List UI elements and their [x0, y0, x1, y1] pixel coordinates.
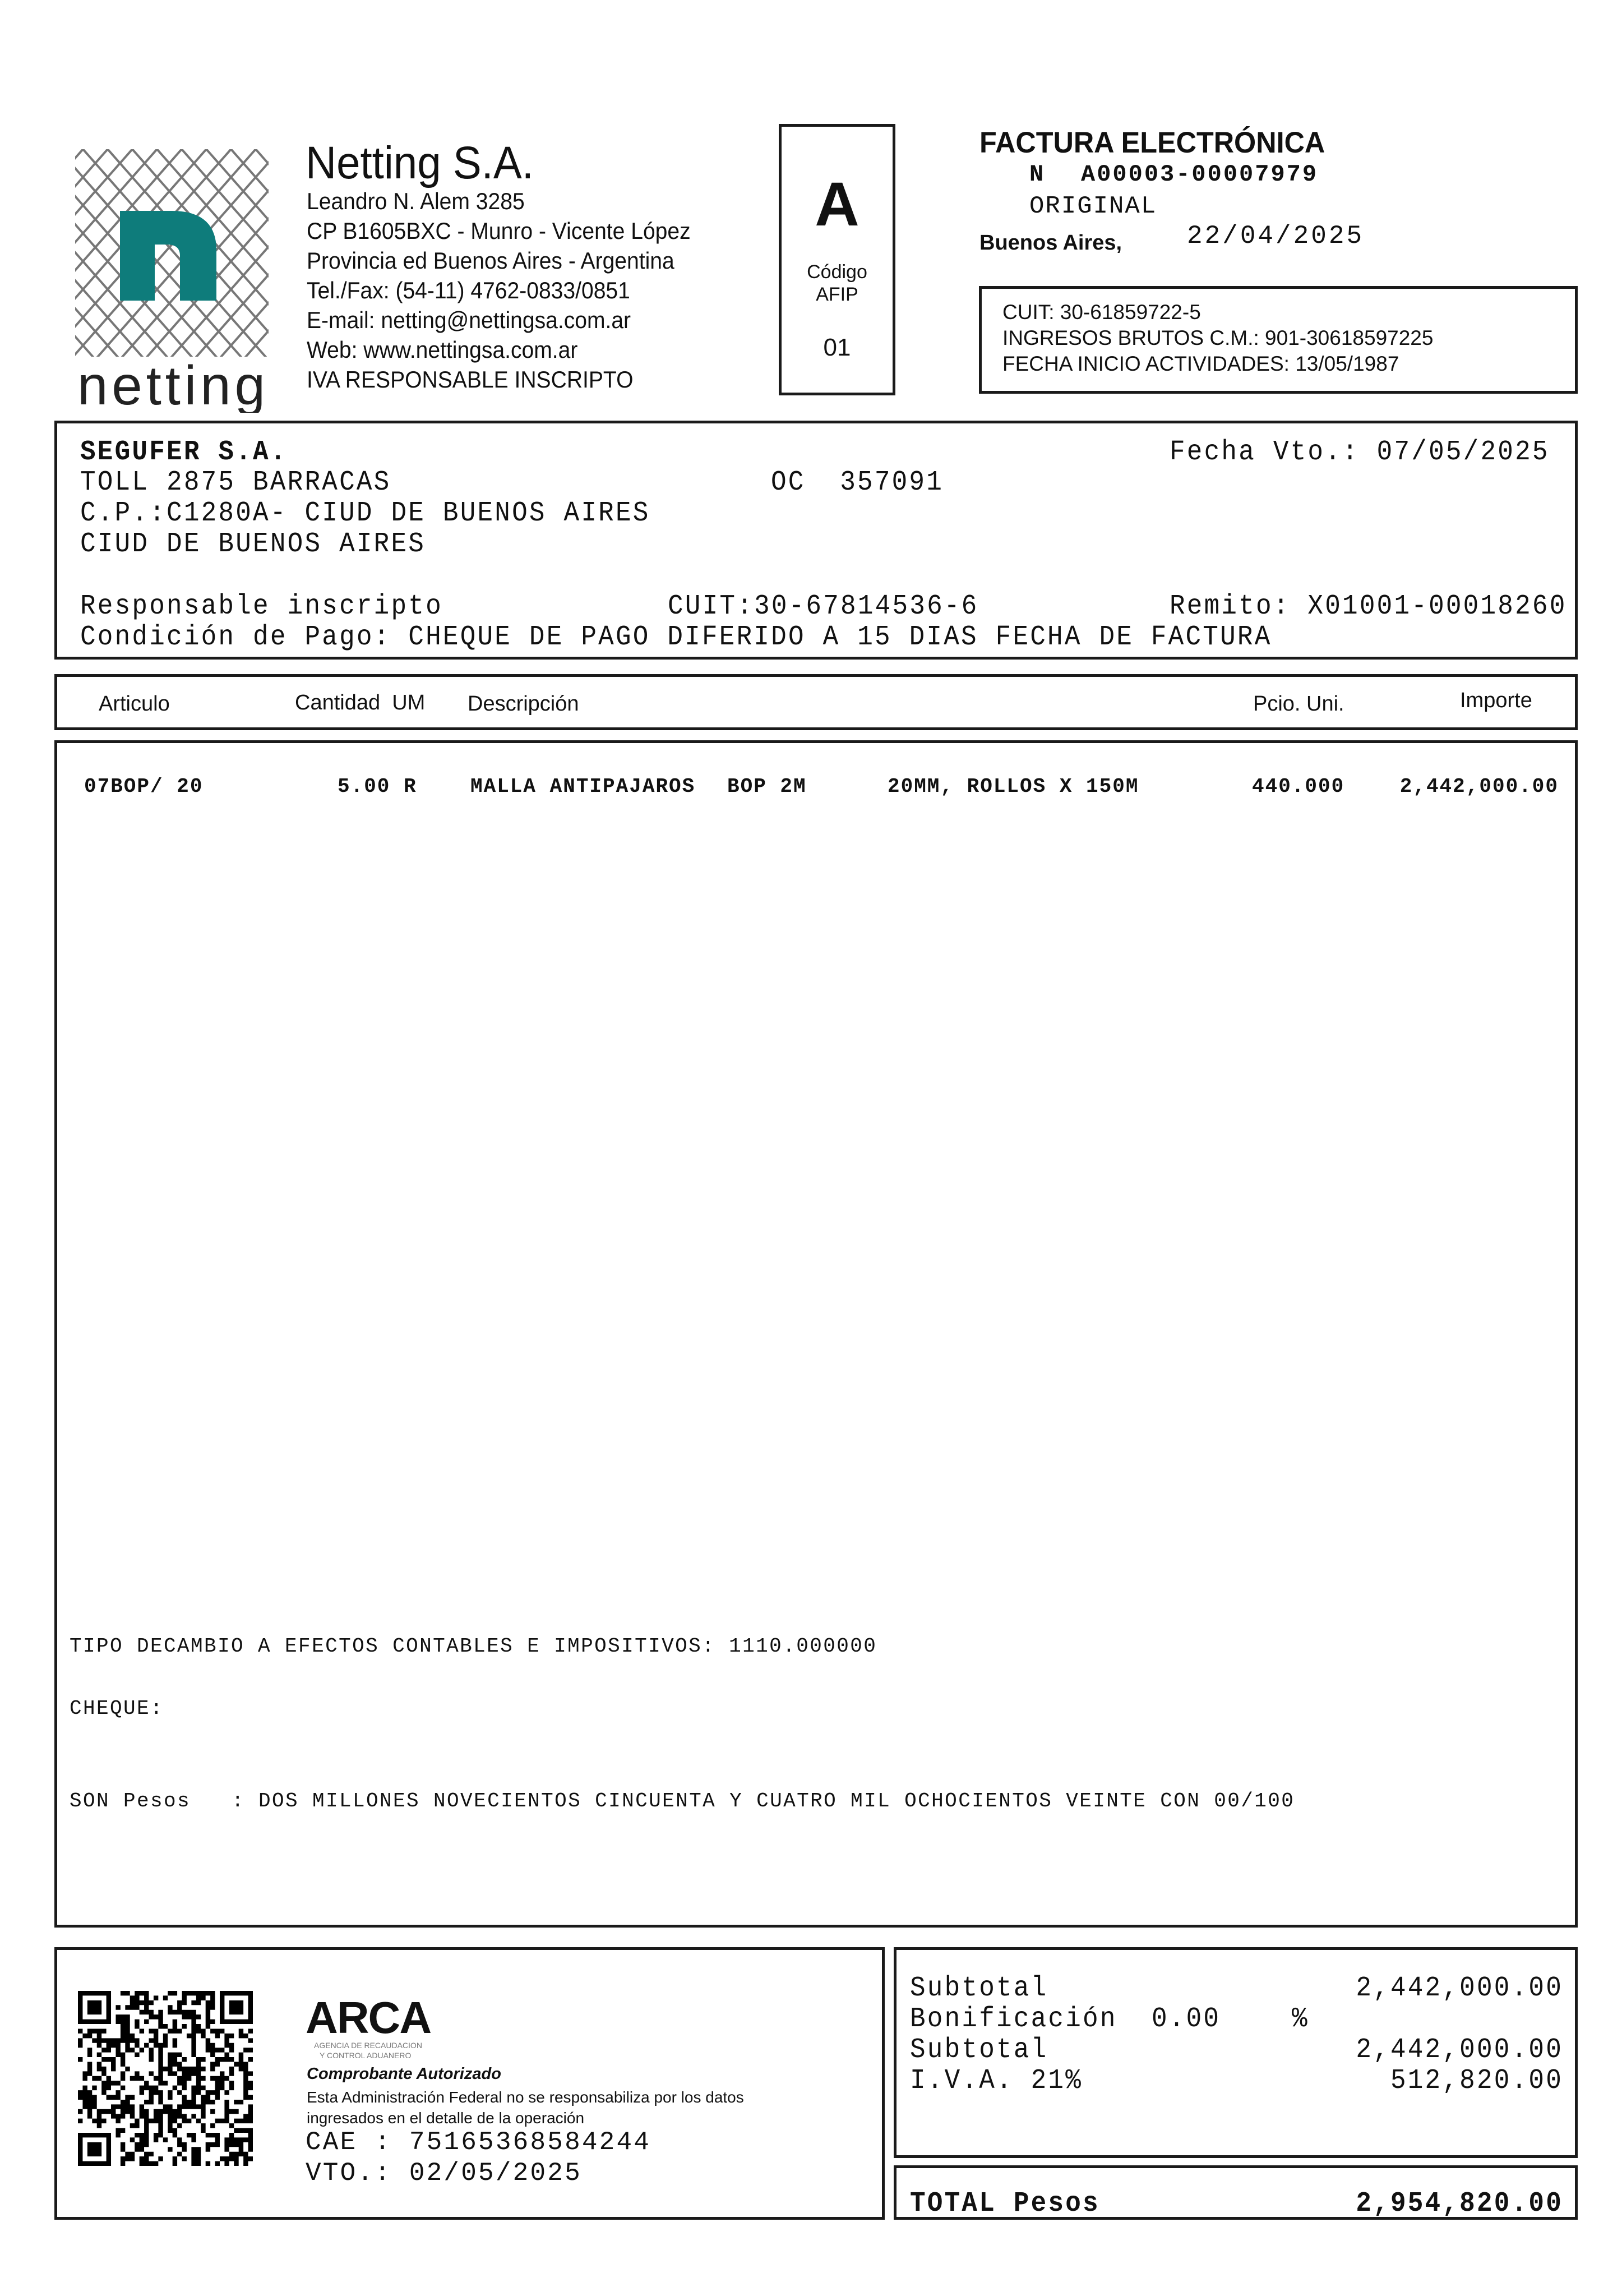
- header-amount: Importe: [1460, 689, 1532, 712]
- invoice-title: FACTURA ELECTRÓNICA: [979, 126, 1325, 159]
- item-amount: 2,442,000.00: [1399, 775, 1559, 798]
- disclaimer-line-1: Esta Administración Federal no se responsabiliza por los datos: [307, 2088, 744, 2106]
- svg-text:netting: netting: [77, 354, 265, 413]
- invoice-number-prefix: N: [1029, 161, 1044, 188]
- item-description-model: BOP 2M: [727, 775, 807, 798]
- invoice-number: A00003-00007979: [1081, 161, 1319, 188]
- qr-modules: [78, 1991, 253, 2166]
- total-value: 2,954,820.00: [1356, 2187, 1563, 2220]
- item-description-detail: 20MM, ROLLOS X 150M: [888, 775, 1139, 798]
- cheque-note: CHEQUE:: [70, 1697, 164, 1720]
- customer-cuit: CUIT:30-67814536-6: [668, 590, 979, 623]
- remito: Remito: X01001-00018260: [1170, 590, 1567, 623]
- issuer-address: Leandro N. Alem 3285: [307, 188, 525, 214]
- qr-code-icon[interactable]: [78, 1991, 253, 2166]
- discount-label: Bonificación: [910, 2003, 1117, 2035]
- header-article: Articulo: [99, 692, 170, 716]
- subtotal2-value: 2,442,000.00: [1356, 2034, 1563, 2066]
- doc-letter: A: [815, 170, 859, 239]
- iva-value: 512,820.00: [1390, 2064, 1563, 2097]
- issuer-phone: Tel./Fax: (54-11) 4762-0833/0851: [307, 277, 630, 303]
- subtotal-label: Subtotal: [910, 1972, 1048, 2004]
- customer-name: SEGUFER S.A.: [80, 436, 288, 468]
- item-article: 07BOP/ 20: [84, 775, 204, 798]
- cae-number: CAE : 75165368584244: [306, 2128, 651, 2157]
- code-label: Código: [807, 261, 867, 283]
- customer-iva: Responsable inscripto: [80, 590, 443, 623]
- disclaimer-line-2: ingresados en el detalle de la operación: [307, 2109, 585, 2127]
- company-name: Netting S.A.: [306, 137, 534, 188]
- header-description: Descripción: [468, 692, 579, 716]
- total-label: TOTAL Pesos: [910, 2187, 1100, 2220]
- issuer-email: E-mail: netting@nettingsa.com.ar: [307, 307, 631, 333]
- items-box: [54, 740, 1578, 1928]
- invoice-date: 22/04/2025: [1187, 222, 1365, 251]
- netting-logo: [66, 140, 268, 413]
- payment-terms: Condición de Pago: CHEQUE DE PAGO DIFERIDO A 15 DIAS FECHA DE FACTURA: [80, 621, 1272, 653]
- customer-city: CIUD DE BUENOS AIRES: [80, 528, 426, 560]
- amount-in-words-label: SON Pesos: [70, 1790, 191, 1813]
- subtotal2-label: Subtotal: [910, 2034, 1048, 2066]
- issuer-start-date: FECHA INICIO ACTIVIDADES: 13/05/1987: [1002, 352, 1399, 375]
- issuer-cuit: CUIT: 30-61859722-5: [1002, 301, 1201, 324]
- table-header: [54, 674, 1578, 730]
- item-unit-price: 440.000: [1252, 775, 1345, 798]
- header-qty-um: Cantidad UM: [295, 691, 426, 714]
- arca-subtitle-2: Y CONTROL ADUANERO: [320, 2051, 412, 2060]
- copy-label: ORIGINAL: [1029, 192, 1157, 220]
- arca-logo: ARCA: [306, 1993, 431, 2043]
- iva-label: I.V.A. 21%: [910, 2064, 1083, 2097]
- issuer-postal: CP B1605BXC - Munro - Vicente López: [307, 218, 691, 244]
- subtotal-value: 2,442,000.00: [1356, 1972, 1563, 2004]
- item-qty: 5.00 R: [338, 775, 417, 798]
- netting-mesh-logo-icon: [71, 149, 272, 413]
- doc-code: 01: [823, 334, 851, 361]
- authorized-label: Comprobante Autorizado: [307, 2065, 501, 2083]
- issuer-province: Provincia ed Buenos Aires - Argentina: [307, 247, 674, 274]
- due-date: Fecha Vto.: 07/05/2025: [1170, 436, 1550, 468]
- header-unit-price: Pcio. Uni.: [1253, 692, 1344, 716]
- issuer-iibb: INGRESOS BRUTOS C.M.: 901-30618597225: [1002, 326, 1434, 349]
- exchange-rate-note: TIPO DECAMBIO A EFECTOS CONTABLES E IMPOSITIVOS: 1110.000000: [70, 1635, 877, 1658]
- invoice-city: Buenos Aires,: [979, 231, 1122, 255]
- discount-percent: %: [1292, 2003, 1309, 2035]
- issuer-iva: IVA RESPONSABLE INSCRIPTO: [307, 366, 634, 393]
- purchase-order: OC 357091: [771, 466, 944, 499]
- amount-in-words: : DOS MILLONES NOVECIENTOS CINCUENTA Y CUATRO MIL OCHOCIENTOS VEINTE CON 00/100: [232, 1790, 1295, 1813]
- issuer-web: Web: www.nettingsa.com.ar: [307, 336, 578, 363]
- code-label-afip: AFIP: [816, 284, 858, 305]
- arca-subtitle-1: AGENCIA DE RECAUDACION: [314, 2041, 422, 2050]
- customer-address: TOLL 2875 BARRACAS: [80, 466, 391, 499]
- customer-postal: C.P.:C1280A- CIUD DE BUENOS AIRES: [80, 497, 650, 529]
- discount-value: 0.00: [1152, 2003, 1221, 2035]
- cae-due-date: VTO.: 02/05/2025: [306, 2159, 582, 2188]
- item-description: MALLA ANTIPAJAROS: [470, 775, 696, 798]
